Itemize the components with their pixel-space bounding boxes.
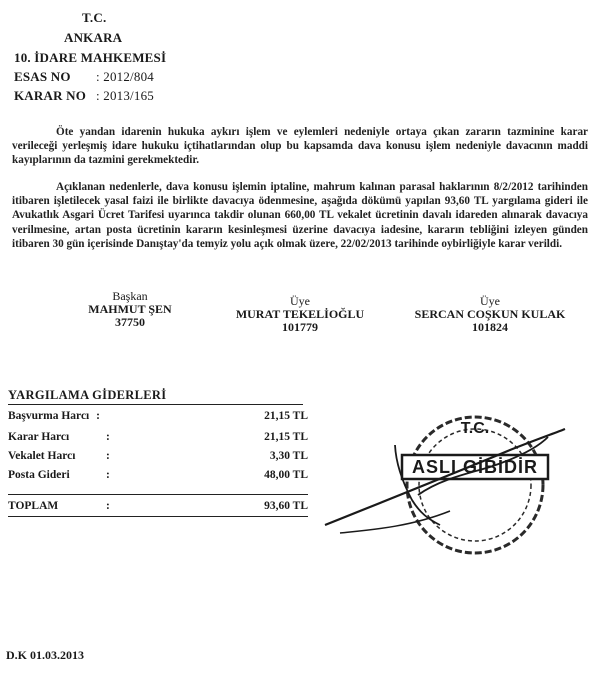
cost-label: Vekalet Harcı [8,450,76,462]
signature-number: 37750 [115,315,145,329]
cost-label: Posta Gideri [8,469,70,481]
signature-role: Üye [290,294,310,308]
cost-total-label: TOPLAM [8,500,59,512]
stamp-top-text: T.C. [460,420,490,437]
cost-row [8,410,308,422]
cost-row [8,450,308,462]
cost-amount: 3,30 TL [269,450,308,462]
signature-number: 101824 [472,320,508,334]
signature-member-2 [395,295,585,334]
cost-row [8,431,308,443]
costs-total-rule [8,494,308,495]
signature-member-1 [215,295,385,334]
cost-amount: 21,15 TL [264,410,308,422]
cost-amount: 21,15 TL [264,431,308,443]
costs-total-underline [8,516,308,517]
cost-row [8,469,308,481]
signature-name: MAHMUT ŞEN [88,302,172,316]
signature-number: 101779 [282,320,318,334]
handwritten-signature [300,415,600,555]
costs-title-underline [8,404,303,405]
signature-name: MURAT TEKELİOĞLU [235,307,365,321]
esas-value: : 2012/804 [96,69,154,84]
stamp-band-text: ASLI GİBİDİR [411,457,538,477]
paragraph-1: Öte yandan idarenin hukuka aykırı işlem ve eylemleri nedeniyle ortaya çıkan zararın tazminine karar verileceği yerleşmiş idare hukuku içtihatlarından olup bu kapsamda dava konusu işlem nedeniyle davacının maddi kayıplarının da tazmini gerekmektedir. [12,126,588,167]
cost-sep: : [106,469,110,481]
signature-name: SERCAN COŞKUN KULAK [414,307,566,321]
header-city: ANKARA [64,30,123,45]
cost-label: Karar Harcı [8,431,70,443]
cost-sep: : [106,431,110,443]
cost-label: Başvurma Harcı [8,410,90,422]
signature-role: Üye [480,294,500,308]
footer-date: D.K 01.03.2013 [6,648,84,662]
signature-role: Başkan [112,289,148,303]
esas-label: ESAS NO [14,69,71,84]
signature-chair [60,290,200,329]
cost-total-amount: 93,60 TL [264,500,308,512]
paragraph-2: Açıklanan nedenlerle, dava konusu işlemin iptaline, mahrum kalınan parasal haklarının 8/2/2012 tarihinden itibaren işletilecek yasal faizi ile birlikte davacıya ödenmesine, aşağıda dökümü yapılan 93,60 TL yargılama gideri ile Avukatlık Asgari Ücret Tarifesi uyarınca takdir olunan 660,00 TL vekalet ücretinin davalı idareden alınarak davacıya verilmesine, artan posta ücretinin kararın kesinleşmesi üzerine davacıya iadesine, kararın tebliğini izleyen günden itibaren 30 gün içerisinde Danıştay'da temyiz yolu açık olmak üzere, 22/02/2013 tarihinde oybirliğiyle karar verildi. [12,181,588,250]
cost-sep: : [106,450,110,462]
karar-value: : 2013/165 [96,88,154,103]
cost-total-row [8,500,308,512]
karar-label: KARAR NO [14,88,87,103]
header-tc: T.C. [82,10,107,25]
cost-amount: 48,00 TL [264,469,308,481]
cost-total-sep: : [106,500,110,512]
court-name: 10. İDARE MAHKEMESİ [14,50,167,65]
costs-title: YARGILAMA GİDERLERİ [8,388,167,402]
cost-sep: : [96,410,100,422]
